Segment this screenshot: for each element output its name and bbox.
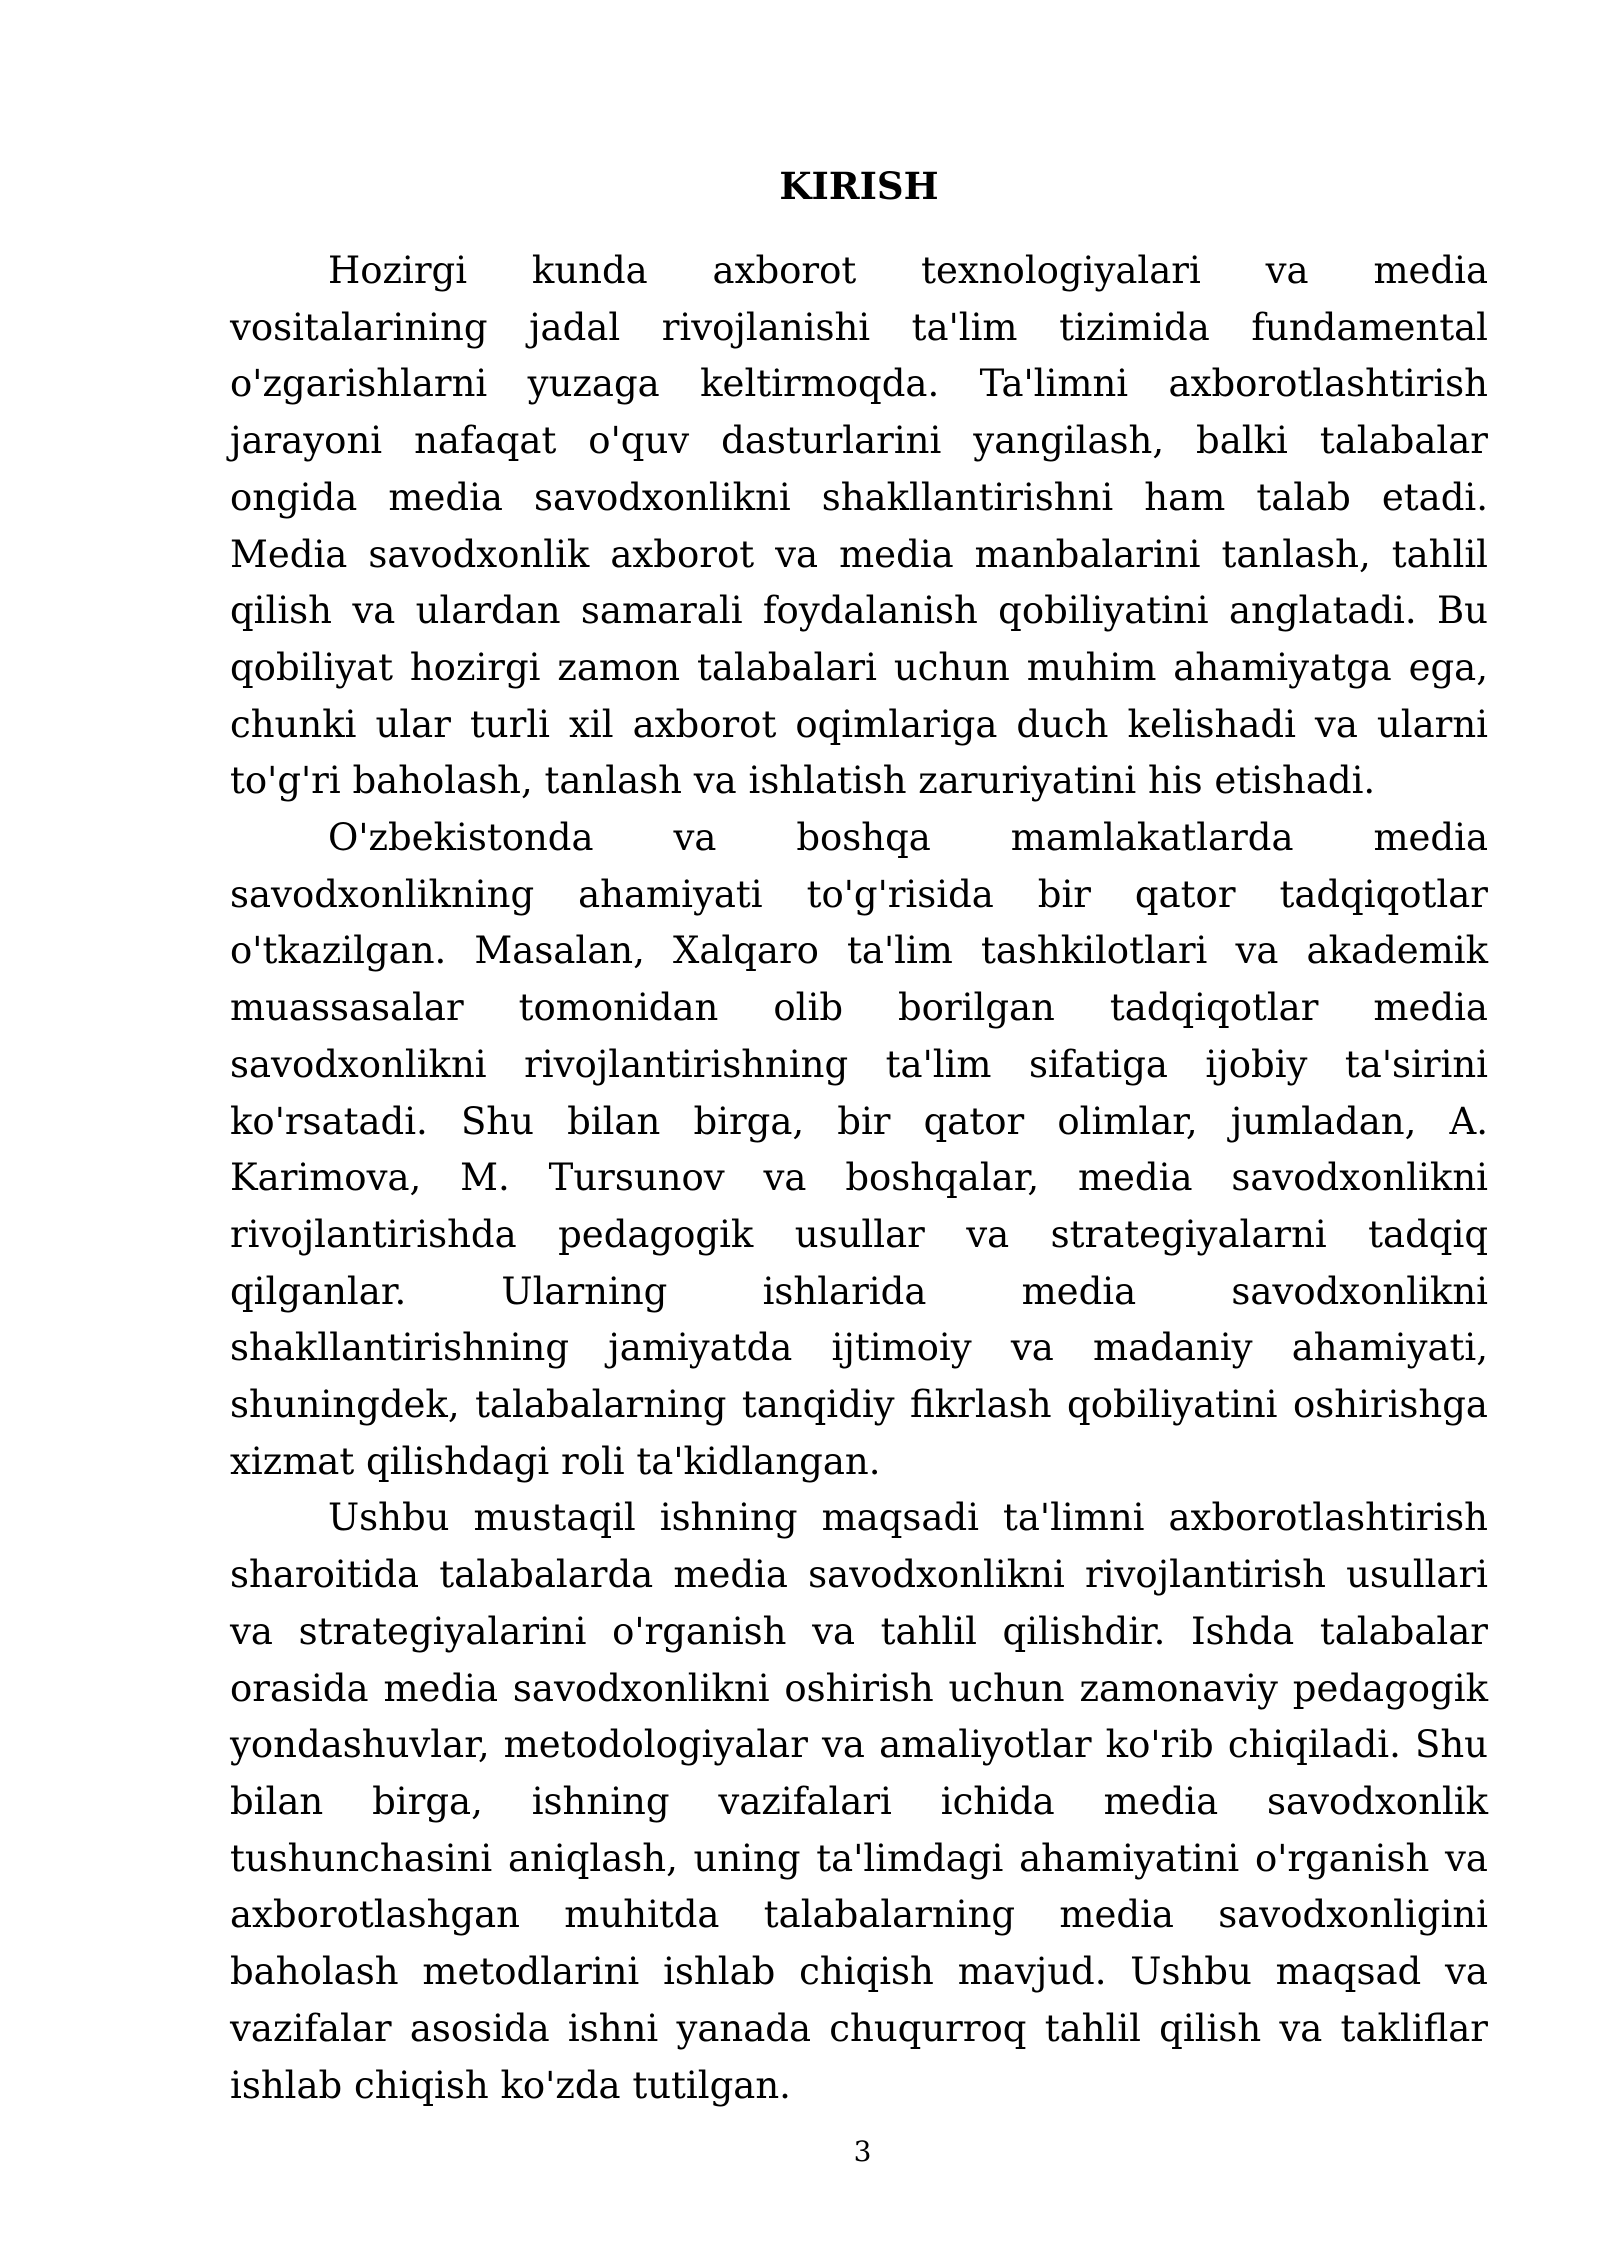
section-title: KIRISH [779,164,939,208]
paragraph-goal: Ushbu mustaqil ishning maqsadi ta'limni axborotlashtirish sharoitida talabalarda media savodxonlikni rivojlantirish usullari va strategiyalarini o'rganish va tahlil qilishdir. Ishda talabalar orasida media savodxonlikni oshirish uchun zamonaviy pedagogik yondashuvlar, metodologiyalar va amaliyotlar ko'rib chiqiladi. Shu bilan birga, ishning vazifalari ichida media savodxonlik tushunchasini aniqlash, uning ta'limdagi ahamiyatini o'rganish va axborotlashgan muhitda talabalarning media savodxonligini baholash metodlarini ishlab chiqish mavjud. Ushbu maqsad va vazifalar asosida ishni yanada chuqurroq tahlil qilish va takliflar ishlab chiqish ko'zda tutilgan. [230,1496,1488,2107]
body-text [230,243,1488,2114]
paragraph-intro: Hozirgi kunda axborot texnologiyalari va media vositalarining jadal rivojlanishi ta'lim tizimida fundamental o'zgarishlarni yuzaga keltirmoqda. Ta'limni axborotlashtirish jarayoni nafaqat o'quv dasturlarini yangilash, balki talabalar ongida media savodxonlikni shakllantirishni ham talab etadi. Media savodxonlik axborot va media manbalarini tanlash, tahlil qilish va ulardan samarali foydalanish qobiliyatini anglatadi. Bu qobiliyat hozirgi zamon talabalari uchun muhim ahamiyatga ega, chunki ular turli xil axborot oqimlariga duch kelishadi va ularni to'g'ri baholash, tanlash va ishlatish zaruriyatini his etishadi. [230,249,1488,803]
page-number: 3 [853,2135,872,2168]
paragraph-research: O'zbekistonda va boshqa mamlakatlarda media savodxonlikning ahamiyati to'g'risida bir qator tadqiqotlar o'tkazilgan. Masalan, Xalqaro ta'lim tashkilotlari va akademik muassasalar tomonidan olib borilgan tadqiqotlar media savodxonlikni rivojlantirishning ta'lim sifatiga ijobiy ta'sirini ko'rsatadi. Shu bilan birga, bir qator olimlar, jumladan, A. Karimova, M. Tursunov va boshqalar, media savodxonlikni rivojlantirishda pedagogik usullar va strategiyalarni tadqiq qilganlar. Ularning ishlarida media savodxonlikni shakllantirishning jamiyatda ijtimoiy va madaniy ahamiyati, shuningdek, talabalarning tanqidiy fikrlash qobiliyatini oshirishga xizmat qilishdagi roli ta'kidlangan. [230,816,1488,1483]
